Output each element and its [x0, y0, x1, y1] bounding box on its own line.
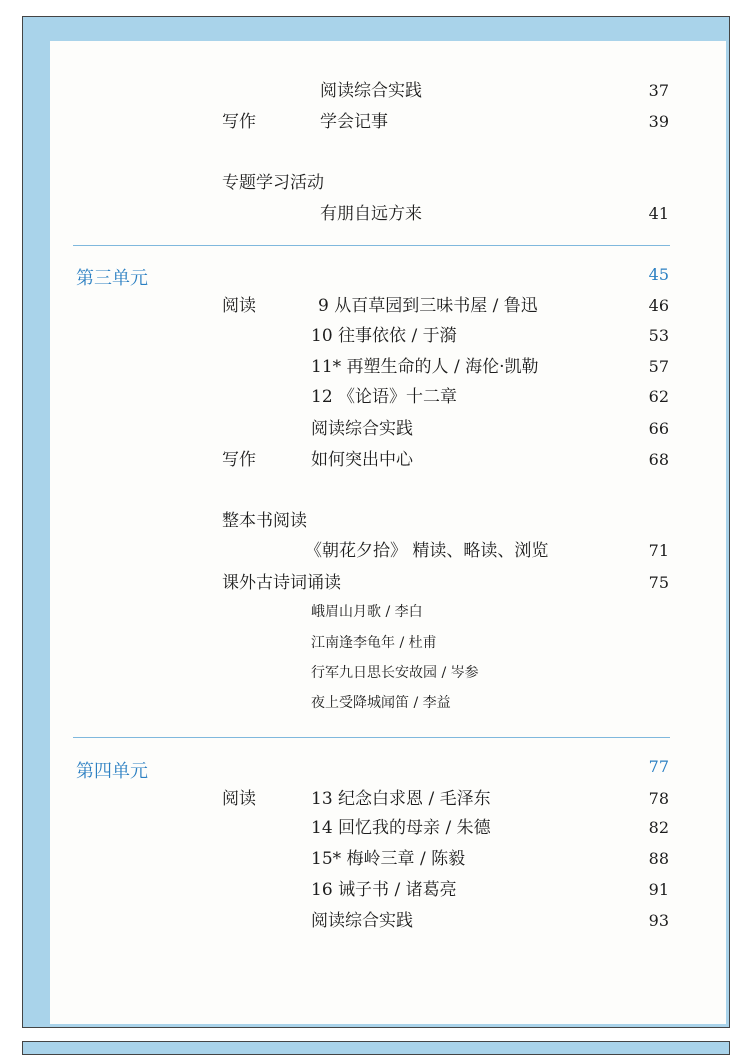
section-label-writing: 写作: [222, 112, 256, 132]
poem-entry: 行军九日思长安故园 / 岑参: [311, 665, 479, 681]
toc-entry-title: 学会记事: [320, 112, 388, 132]
section-label-reading: 阅读: [222, 296, 256, 316]
next-page-frame: [22, 1041, 730, 1055]
poem-entry: 峨眉山月歌 / 李白: [311, 604, 423, 620]
section-label-whole-book: 整本书阅读: [222, 511, 307, 531]
toc-entry-title: 有朋自远方来: [320, 204, 422, 224]
section-label-special-study: 专题学习活动: [222, 173, 324, 193]
toc-entry-title: 《朝花夕拾》 精读、略读、浏览: [305, 541, 549, 561]
toc-entry-title: 16 诫子书 / 诸葛亮: [311, 880, 457, 900]
toc-entry-page: 68: [648, 450, 669, 469]
toc-entry-title: 13 纪念白求恩 / 毛泽东: [311, 789, 491, 809]
toc-entry-title: 10 往事依依 / 于漪: [311, 326, 457, 346]
toc-entry-title: 11* 再塑生命的人 / 海伦·凯勒: [311, 357, 539, 377]
toc-entry-title: 如何突出中心: [311, 450, 413, 470]
toc-entry-page: 41: [648, 204, 669, 223]
unit-page-3: 45: [648, 265, 669, 284]
section-label-extra-poems: 课外古诗词诵读: [222, 573, 341, 593]
toc-entry-page: 37: [648, 81, 669, 100]
toc-entry-page: 82: [648, 818, 669, 837]
toc-entry-page: 93: [648, 911, 669, 930]
toc-entry-page: 62: [648, 387, 669, 406]
section-label-writing: 写作: [222, 450, 256, 470]
toc-entry-page: 46: [648, 296, 669, 315]
toc-entry-title: 阅读综合实践: [311, 419, 413, 439]
poem-entry: 夜上受降城闻笛 / 李益: [311, 695, 451, 711]
section-divider: [73, 737, 670, 738]
toc-entry-page: 88: [648, 849, 669, 868]
toc-entry-title: 阅读综合实践: [320, 81, 422, 101]
toc-entry-page: 78: [648, 789, 669, 808]
toc-entry-page: 75: [648, 573, 669, 592]
section-label-reading: 阅读: [222, 789, 256, 809]
unit-page-4: 77: [648, 757, 669, 776]
section-divider: [73, 245, 670, 246]
unit-heading-3: 第三单元: [76, 268, 148, 289]
poem-entry: 江南逢李龟年 / 杜甫: [311, 635, 437, 651]
toc-entry-page: 66: [648, 419, 669, 438]
toc-entry-page: 57: [648, 357, 669, 376]
toc-entry-page: 91: [648, 880, 669, 899]
toc-entry-page: 71: [648, 541, 669, 560]
toc-entry-title: 12 《论语》十二章: [311, 387, 458, 407]
toc-entry-title: 14 回忆我的母亲 / 朱德: [311, 818, 491, 838]
unit-heading-4: 第四单元: [76, 761, 148, 782]
toc-entry-title: 15* 梅岭三章 / 陈毅: [311, 849, 466, 869]
toc-entry-page: 39: [648, 112, 669, 131]
toc-entry-title: 9 从百草园到三味书屋 / 鲁迅: [318, 296, 538, 316]
toc-entry-title: 阅读综合实践: [311, 911, 413, 931]
toc-entry-page: 53: [648, 326, 669, 345]
book-page: [50, 41, 726, 1024]
